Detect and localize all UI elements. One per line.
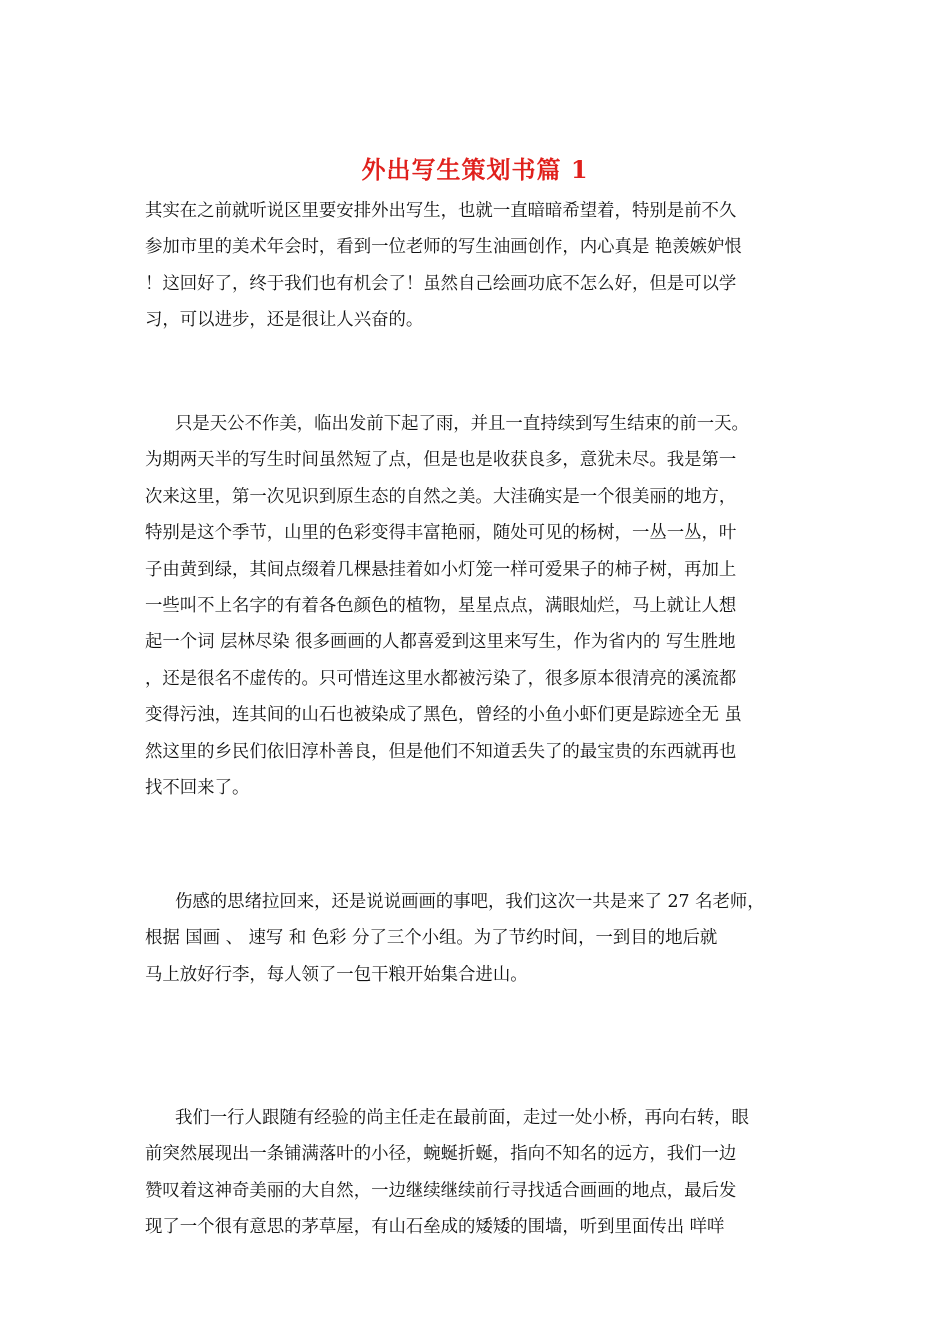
paragraph-line: 根据 国画 、 速写 和 色彩 分了三个小组。为了节约时间，一到目的地后就	[145, 928, 718, 949]
paragraph-line: 次来这里，第一次见识到原生态的自然之美。大洼确实是一个很美丽的地方，	[145, 486, 737, 507]
paragraph-line: 其实在之前就听说区里要安排外出写生，也就一直暗暗希望着，特别是前不久	[145, 201, 737, 221]
paragraph-line: 伤感的思绪拉回来，还是说说画画的事吧，我们这次一共是来了 27 名老师，	[175, 892, 765, 912]
paragraph-line: 只是天公不作美，临出发前下起了雨，并且一直持续到写生结束的前一天。	[175, 414, 749, 434]
paragraph-line: 马上放好行李，每人领了一包干粮开始集合进山。	[145, 964, 528, 985]
paragraph-1	[145, 193, 807, 339]
paragraph-4	[145, 1100, 807, 1246]
paragraph-line: ！这回好了，终于我们也有机会了！虽然自己绘画功底不怎么好，但是可以学	[145, 273, 737, 294]
paragraph-line: 特别是这个季节，山里的色彩变得丰富艳丽，随处可见的杨树，一丛一丛，叶	[145, 523, 737, 544]
paragraph-line: ，还是很名不虚传的。只可惜连这里水都被污染了，很多原本很清亮的溪流都	[145, 668, 737, 689]
paragraph-line: 找不回来了。	[145, 777, 250, 798]
paragraph-line: 然这里的乡民们依旧淳朴善良，但是他们不知道丢失了的最宝贵的东西就再也	[145, 741, 737, 762]
paragraph-line: 子由黄到绿，其间点缀着几棵悬挂着如小灯笼一样可爱果子的柿子树，再加上	[145, 559, 737, 580]
paragraph-line: 起一个词 层林尽染 很多画画的人都喜爱到这里来写生，作为省内的 写生胜地	[145, 632, 736, 653]
paragraph-line: 为期两天半的写生时间虽然短了点，但是也是收获良多，意犹未尽。我是第一	[145, 450, 737, 471]
paragraph-2	[145, 406, 807, 806]
document-title: 外出写生策划书篇 1	[361, 155, 589, 184]
paragraph-line: 参加市里的美术年会时，看到一位老师的写生油画创作，内心真是 艳羡嫉妒恨	[145, 237, 742, 258]
paragraph-3	[145, 884, 807, 993]
paragraph-line: 现了一个很有意思的茅草屋，有山石垒成的矮矮的围墙，听到里面传出 咩咩	[145, 1217, 725, 1238]
paragraph-line: 变得污浊，连其间的山石也被染成了黑色，曾经的小鱼小虾们更是踪迹全无 虽	[145, 705, 742, 726]
paragraph-line: 前突然展现出一条铺满落叶的小径，蜿蜒折蜒，指向不知名的远方，我们一边	[145, 1144, 737, 1165]
paragraph-line: 我们一行人跟随有经验的尚主任走在最前面，走过一处小桥，再向右转，眼	[175, 1108, 749, 1128]
paragraph-line: 习，可以进步，还是很让人兴奋的。	[145, 310, 424, 331]
paragraph-line: 一些叫不上名字的有着各色颜色的植物，星星点点，满眼灿烂，马上就让人想	[145, 595, 737, 616]
paragraph-line: 赞叹着这神奇美丽的大自然，一边继续继续前行寻找适合画画的地点，最后发	[145, 1180, 737, 1201]
